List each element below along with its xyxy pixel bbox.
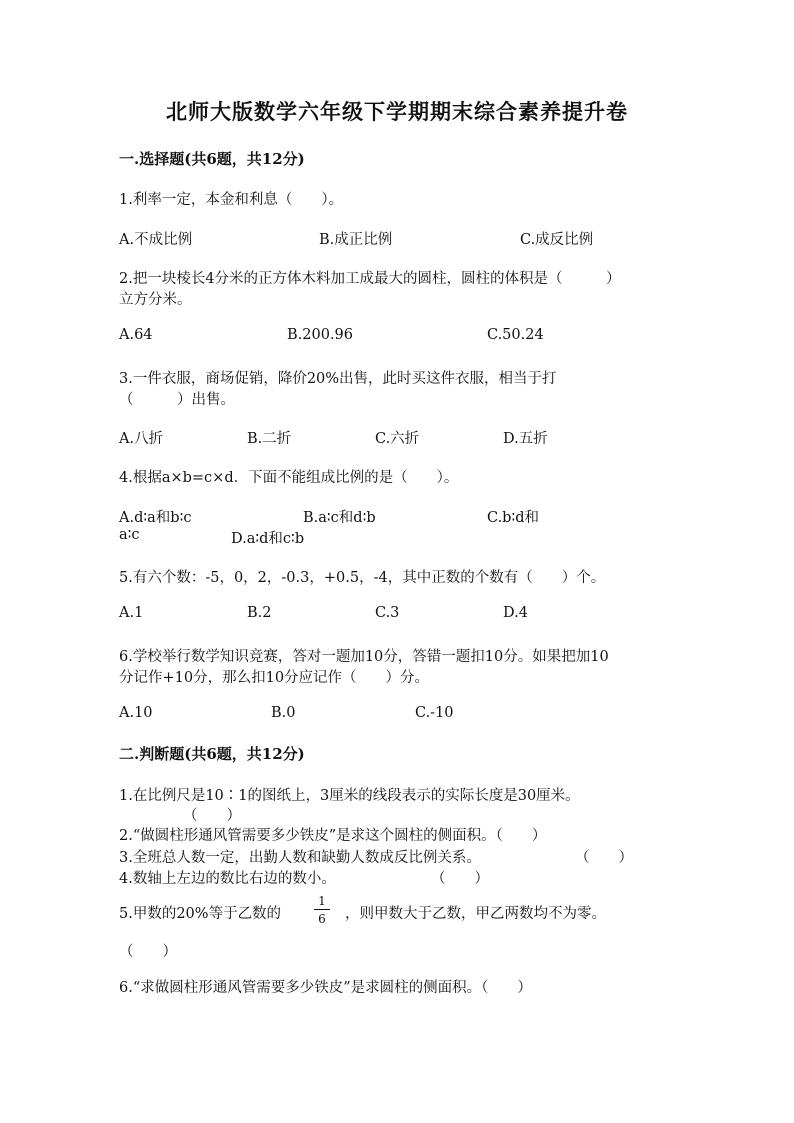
judgement-4-text: 4.数轴上左边的数比右边的数小。 <box>119 871 336 887</box>
q4-option-a: A.d∶a和b∶c <box>119 510 192 526</box>
question-3-line1: 3.一件衣服，商场促销，降价20%出售，此时买这件衣服，相当于打 <box>119 371 557 387</box>
judgement-1-line1: 1.在比例尺是10∶1的图纸上，3厘米的线段表示的实际长度是30厘米。 <box>119 788 580 804</box>
section-heading-choice: 一.选择题(共6题，共12分) <box>119 150 305 168</box>
q5-option-c: C.3 <box>375 605 400 621</box>
question-2-line2: 立方分米。 <box>119 292 192 308</box>
q3-option-a: A.八折 <box>119 431 164 447</box>
judgement-5-after: ，则甲数大于乙数，甲乙两数均不为零。 <box>345 906 606 922</box>
q5-option-d: D.4 <box>503 605 528 621</box>
fraction-bar <box>314 909 330 910</box>
q5-option-a: A.1 <box>119 605 144 621</box>
q1-option-b: B.成正比例 <box>319 232 393 248</box>
fraction-numerator: 1 <box>318 894 326 908</box>
q6-option-b: B.0 <box>271 705 296 721</box>
judgement-5-before: 5.甲数的20%等于乙数的 <box>119 906 282 922</box>
judgement-3-paren: （ ） <box>575 850 633 866</box>
question-5-text: 5.有六个数：-5，0，2，-0.3，+0.5，-4，其中正数的个数有（ ）个。 <box>119 570 606 586</box>
question-4-text: 4.根据a×b=c×d．下面不能组成比例的是（ ）。 <box>119 470 459 486</box>
q4-option-b: B.a∶c和d∶b <box>303 510 376 526</box>
q2-option-c: C.50.24 <box>487 327 544 343</box>
judgement-6-text: 6.“求做圆柱形通风管需要多少铁皮”是求圆柱的侧面积。（ ） <box>119 980 532 996</box>
q2-option-a: A.64 <box>119 327 153 343</box>
q1-option-c: C.成反比例 <box>520 232 594 248</box>
section-heading-judgement: 二.判断题(共6题，共12分) <box>119 745 305 763</box>
q6-option-c: C.-10 <box>415 705 454 721</box>
question-2-line1: 2.把一块棱长4分米的正方体木料加工成最大的圆柱，圆柱的体积是（ ） <box>119 271 621 287</box>
page-title: 北师大版数学六年级下学期期末综合素养提升卷 <box>166 99 628 124</box>
judgement-5-paren: （ ） <box>119 944 177 960</box>
question-1-text: 1.利率一定，本金和利息（ ）。 <box>119 192 344 208</box>
q2-option-b: B.200.96 <box>287 327 354 343</box>
judgement-4-paren: （ ） <box>431 871 489 887</box>
judgement-3-text: 3.全班总人数一定，出勤人数和缺勤人数成反比例关系。 <box>119 850 481 866</box>
q4-option-c: C.b∶d和 <box>487 510 540 526</box>
fraction-one-sixth <box>314 894 330 926</box>
q6-option-a: A.10 <box>119 705 153 721</box>
question-3-line2: （ ）出售。 <box>119 392 235 408</box>
q4-option-d: D.a∶d和c∶b <box>231 531 305 547</box>
judgement-2-text: 2.“做圆柱形通风管需要多少铁皮”是求这个圆柱的侧面积。（ ） <box>119 828 547 844</box>
q1-option-a: A.不成比例 <box>119 232 193 248</box>
question-6-line1: 6.学校举行数学知识竞赛，答对一题加10分，答错一题扣10分。如果把加10 <box>119 649 609 665</box>
q3-option-d: D.五折 <box>503 431 548 447</box>
q3-option-b: B.二折 <box>247 431 292 447</box>
q4-option-c-cont: a∶c <box>119 527 140 543</box>
q3-option-c: C.六折 <box>375 431 420 447</box>
q5-option-b: B.2 <box>247 605 272 621</box>
question-6-line2: 分记作+10分，那么扣10分应记作（ ）分。 <box>119 670 430 686</box>
judgement-1-paren: （ ） <box>183 808 241 824</box>
fraction-denominator: 6 <box>318 912 326 926</box>
